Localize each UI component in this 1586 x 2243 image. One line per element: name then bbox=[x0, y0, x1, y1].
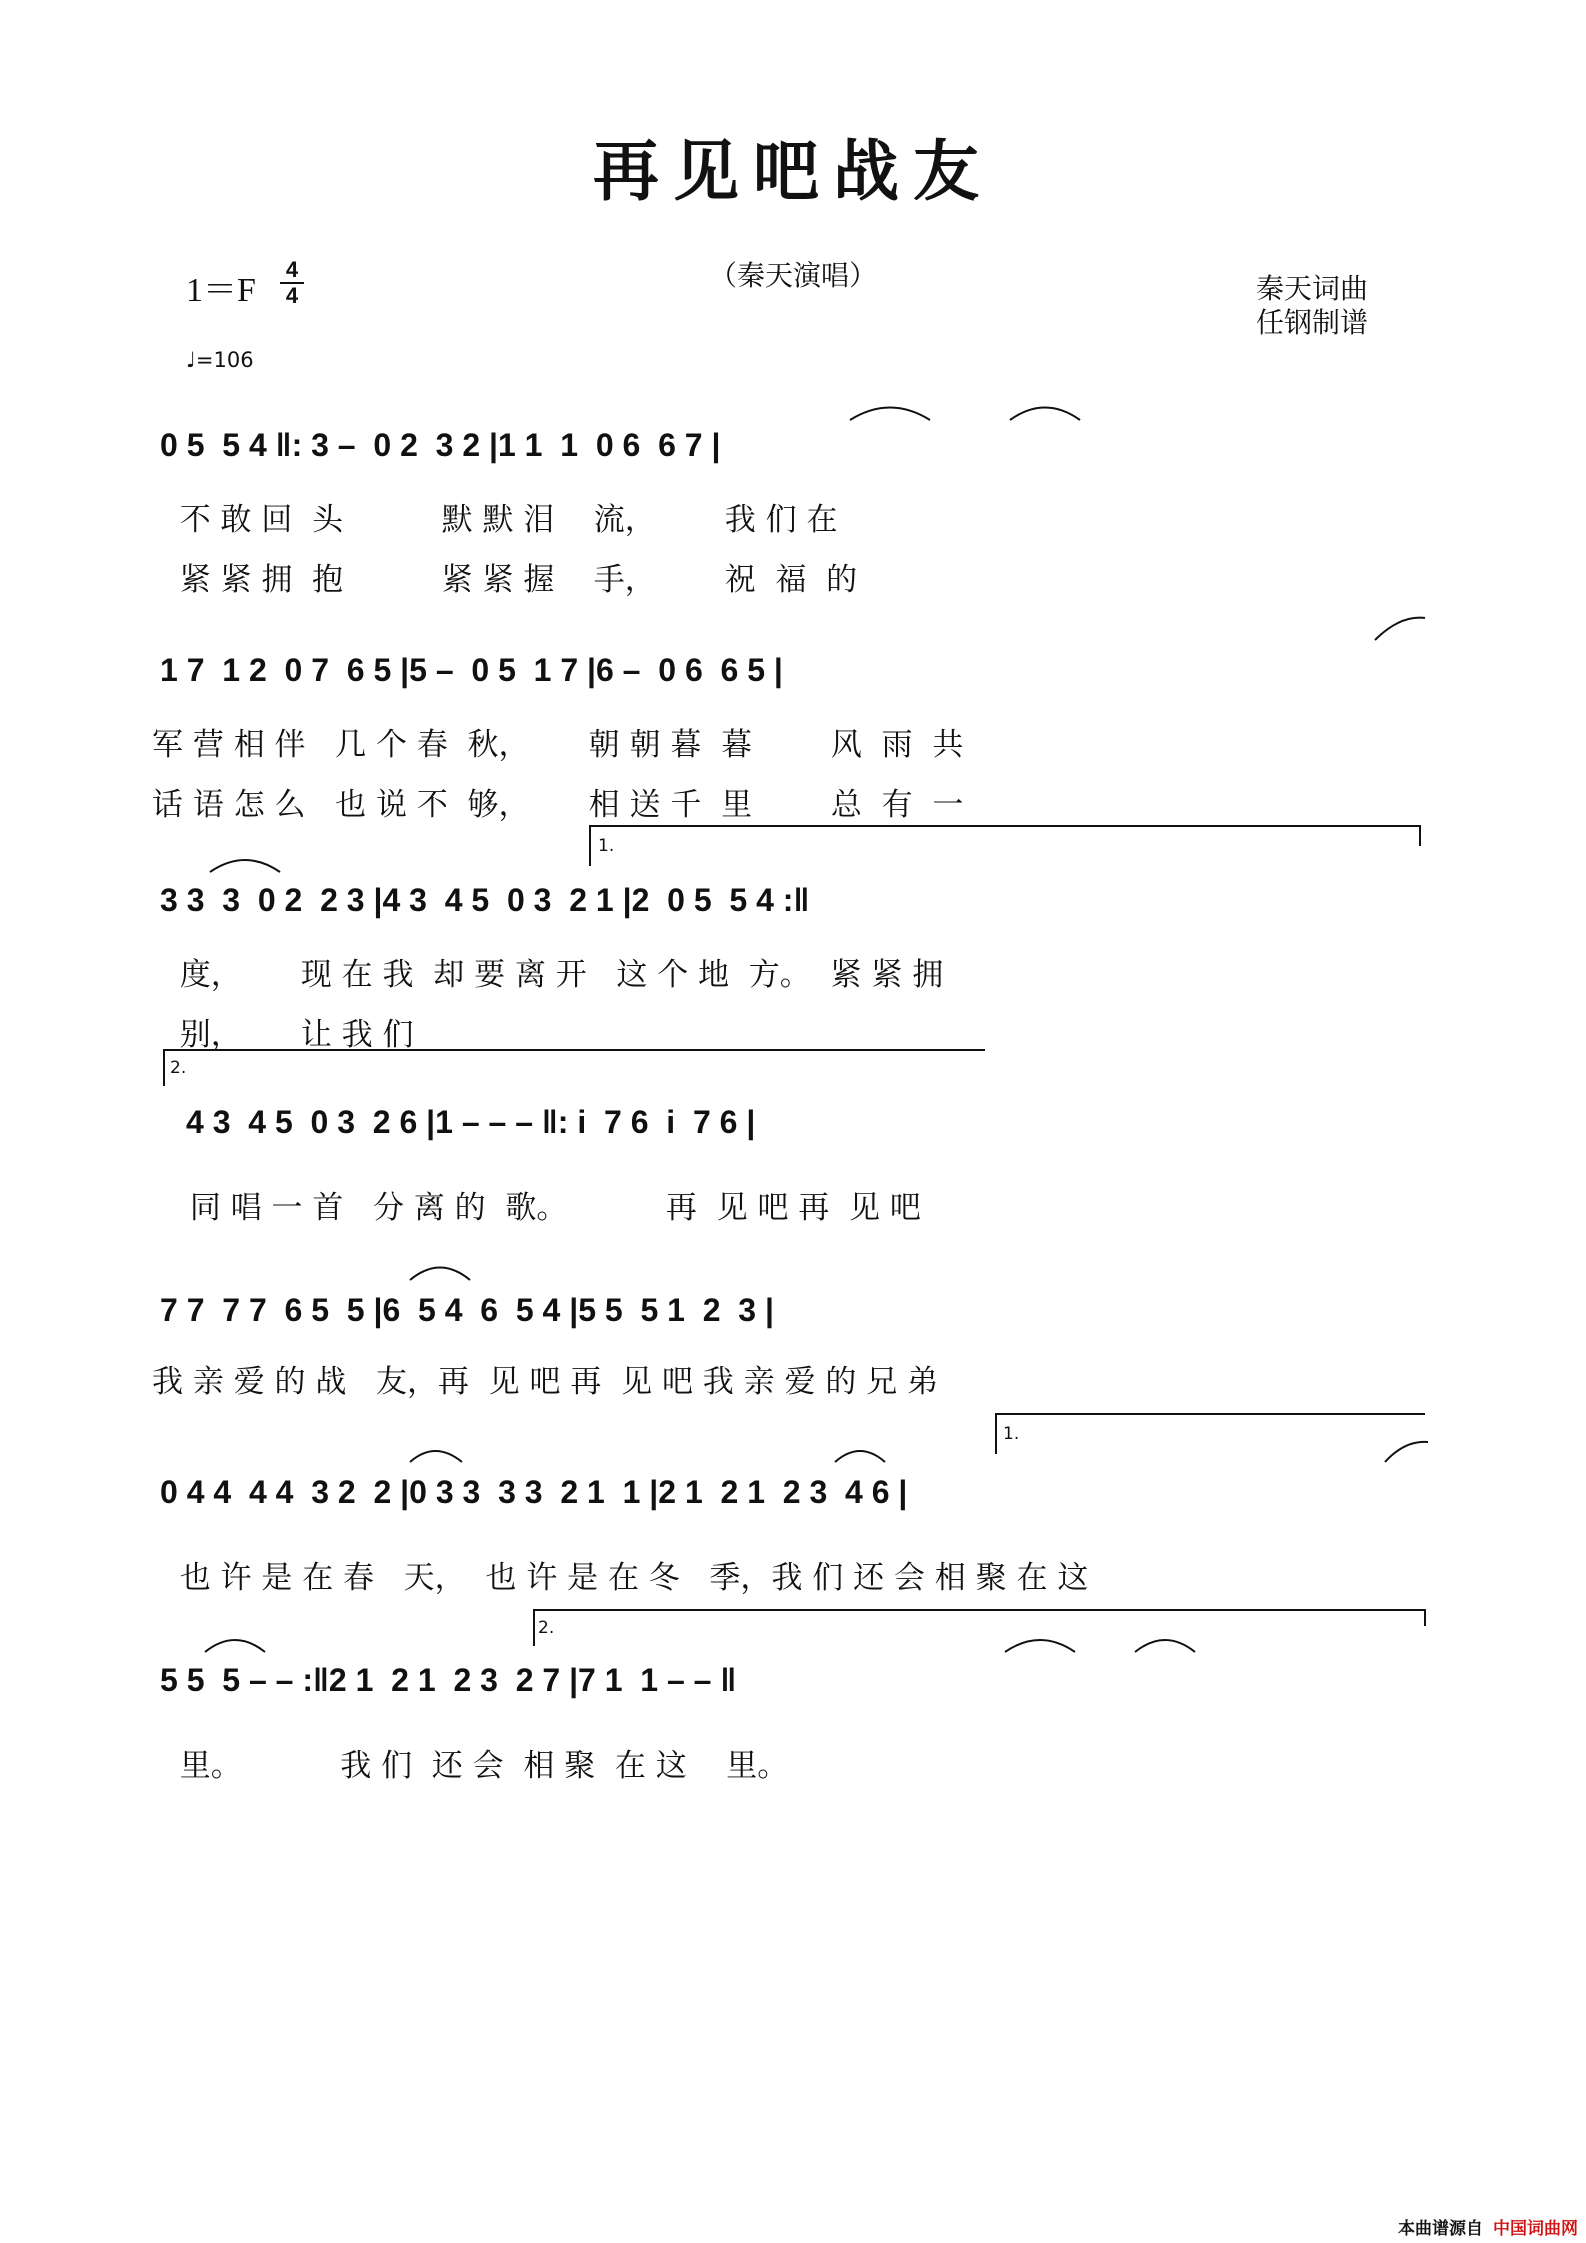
volta-label-row-4: 2. bbox=[170, 1058, 187, 1078]
notation-row-5: 7 7 7 7 6 5 5 |6 5 4 6 5 4 |5 5 5 1 2 3 | bbox=[160, 1292, 774, 1328]
notation-row-1: 0 5 5 4 ‖: 3 – 0 2 3 2 |1 1 1 0 6 6 7 | bbox=[160, 427, 721, 463]
volta-bracket-row-4 bbox=[164, 1050, 985, 1086]
key-signature: 1＝F bbox=[186, 272, 256, 309]
song-title: 再见吧战友 bbox=[593, 132, 993, 210]
volta-label-row-6: 1. bbox=[1003, 1424, 1020, 1444]
time-signature-bottom: 4 bbox=[280, 282, 304, 308]
notation-row-3: 3 3 3 0 2 2 3 |4 3 4 5 0 3 2 1 |2 0 5 5 4 :‖ bbox=[160, 882, 810, 918]
slur-row-2 bbox=[1375, 618, 1425, 640]
slur-row-6-c bbox=[1385, 1442, 1428, 1462]
slur-row-1-b bbox=[1010, 408, 1080, 421]
lyric-row-7: 里。 我 们 还 会 相 聚 在 这 里。 bbox=[160, 1748, 789, 1784]
lyric-row-3-verse-1: 度， 现 在 我 却 要 离 开 这 个 地 方。 紧 紧 拥 bbox=[160, 957, 944, 993]
source-footer bbox=[1398, 2214, 1578, 2239]
lyric-row-4: 同 唱 一 首 分 离 的 歌。 再 见 吧 再 见 吧 bbox=[180, 1190, 921, 1226]
slur-row-1-a bbox=[850, 408, 930, 421]
transcriber-credit: 任钢制谱 bbox=[1256, 306, 1369, 339]
notation-row-7: 5 5 5 – – :‖2 1 2 1 2 3 2 7 |7 1 1 – – ‖ bbox=[160, 1662, 737, 1698]
tempo-marking: ♩=106 bbox=[186, 348, 254, 372]
slur-row-7-c bbox=[1135, 1640, 1195, 1652]
lyric-row-1-verse-1: 不 敢 回 头 默 默 泪 流， 我 们 在 bbox=[160, 502, 838, 538]
volta-bracket-row-6 bbox=[996, 1414, 1425, 1454]
notation-row-2: 1 7 1 2 0 7 6 5 |5 – 0 5 1 7 |6 – 0 6 6 5 | bbox=[160, 652, 783, 688]
slur-row-6-a bbox=[410, 1451, 462, 1462]
slur-row-7-b bbox=[1005, 1640, 1075, 1652]
notation-row-6: 0 4 4 4 4 3 2 2 |0 3 3 3 3 2 1 1 |2 1 2 1 2 3 4 6 | bbox=[160, 1474, 908, 1510]
slur-row-3 bbox=[210, 860, 280, 872]
footer-site-link[interactable]: 中国词曲网 bbox=[1493, 2219, 1578, 2239]
time-signature-top: 4 bbox=[285, 257, 299, 282]
footer-source-label: 本曲谱源自 bbox=[1398, 2219, 1483, 2239]
slur-row-6-b bbox=[835, 1451, 885, 1462]
volta-label-row-7: 2. bbox=[538, 1618, 555, 1638]
lyric-row-6: 也 许 是 在 春 天， 也 许 是 在 冬 季，我 们 还 会 相 聚 在 这 bbox=[160, 1560, 1089, 1596]
lyric-row-3-verse-2: 别， 让 我 们 bbox=[160, 1017, 414, 1053]
volta-bracket-row-7 bbox=[534, 1610, 1425, 1646]
slur-row-5 bbox=[410, 1268, 470, 1281]
lyric-row-2-verse-1: 军 营 相 伴 几 个 春 秋， 朝 朝 暮 暮 风 雨 共 bbox=[152, 727, 964, 763]
performer-subtitle: （秦天演唱） bbox=[708, 259, 877, 292]
volta-label-row-3: 1. bbox=[598, 836, 615, 856]
notation-row-4: 4 3 4 5 0 3 2 6 |1 – – – ‖: i 7 6 i 7 6 | bbox=[186, 1104, 756, 1140]
composer-credit: 秦天词曲 bbox=[1256, 272, 1369, 305]
slur-row-7-a bbox=[205, 1640, 265, 1652]
volta-bracket-row-3 bbox=[590, 826, 1420, 866]
lyric-row-1-verse-2: 紧 紧 拥 抱 紧 紧 握 手， 祝 福 的 bbox=[160, 562, 858, 598]
lyric-row-2-verse-2: 话 语 怎 么 也 说 不 够， 相 送 千 里 总 有 一 bbox=[152, 787, 964, 823]
lyric-row-5: 我 亲 爱 的 战 友，再 见 吧 再 见 吧 我 亲 爱 的 兄 弟 bbox=[152, 1364, 939, 1400]
